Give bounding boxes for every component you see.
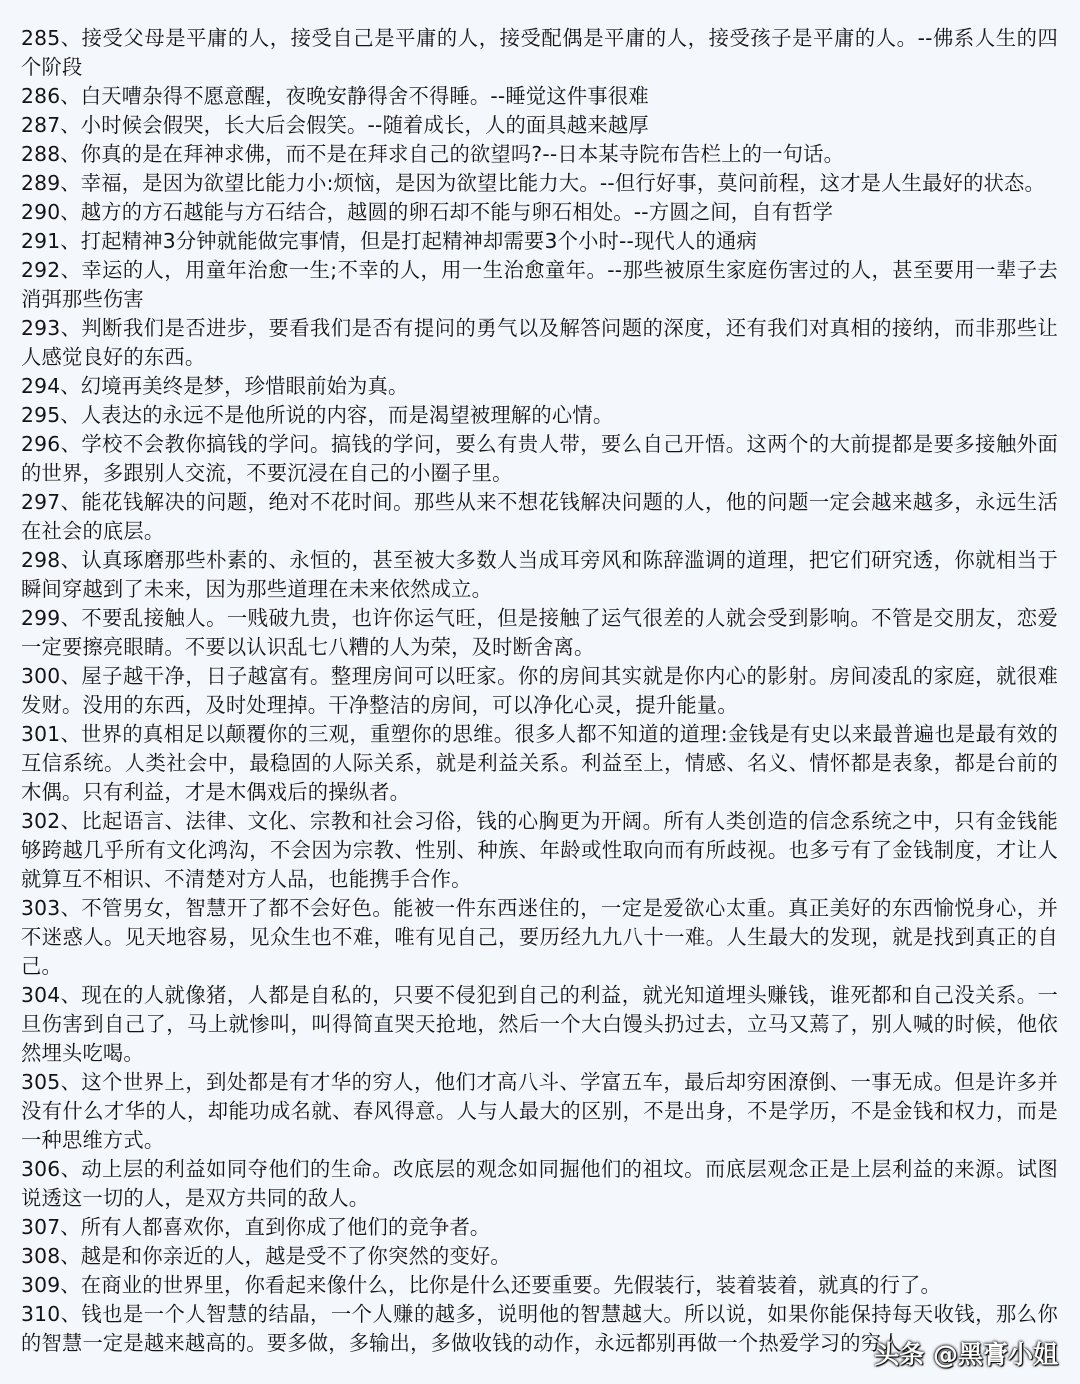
quote-293: 293、判断我们是否进步，要看我们是否有提问的勇气以及解答问题的深度，还有我们对真相的接纳，而非那些让人感觉良好的东西。 <box>21 316 1058 369</box>
quote-295: 295、人表达的永远不是他所说的内容，而是渴望被理解的心情。 <box>21 403 614 427</box>
quote-291: 291、打起精神3分钟就能做完事情，但是打起精神却需要3个小时--现代人的通病 <box>21 229 757 253</box>
quote-308: 308、越是和你亲近的人，越是受不了你突然的变好。 <box>21 1244 511 1268</box>
quote-307: 307、所有人都喜欢你，直到你成了他们的竞争者。 <box>21 1215 491 1239</box>
quote-303: 303、不管男女，智慧开了都不会好色。能被一件东西迷住的，一定是爱欲心太重。真正美好的东西愉悦身心，并不迷惑人。见天地容易，见众生也不难，唯有见自己，要历经九九八十一难。人生最大的发现，就是找到真正的自己。 <box>21 896 1058 978</box>
quote-304: 304、现在的人就像猪，人都是自私的，只要不侵犯到自己的利益，就光知道埋头赚钱，谁死都和自己没关系。一旦伤害到自己了，马上就惨叫，叫得简直哭天抢地，然后一个大白馒头扔过去，立马又蔫了，别人喊的时候，他依然埋头吃喝。 <box>21 983 1058 1065</box>
quote-306: 306、动上层的利益如同夺他们的生命。改底层的观念如同掘他们的祖坟。而底层观念正是上层利益的来源。试图说透这一切的人，是双方共同的敌人。 <box>21 1157 1058 1210</box>
quote-309: 309、在商业的世界里，你看起来像什么，比你是什么还要重要。先假装行，装着装着，就真的行了。 <box>21 1273 942 1297</box>
quote-302: 302、比起语言、法律、文化、宗教和社会习俗，钱的心胸更为开阔。所有人类创造的信念系统之中，只有金钱能够跨越几乎所有文化鸿沟，不会因为宗教、性别、种族、年龄或性取向而有所歧视。也多亏有了金钱制度，才让人就算互不相识、不清楚对方人品，也能携手合作。 <box>21 809 1058 891</box>
quote-300: 300、屋子越干净，日子越富有。整理房间可以旺家。你的房间其实就是你内心的影射。房间凌乱的家庭，就很难发财。没用的东西，及时处理掉。干净整洁的房间，可以净化心灵，提升能量。 <box>21 664 1058 717</box>
quote-298: 298、认真琢磨那些朴素的、永恒的，甚至被大多数人当成耳旁风和陈辞滥调的道理，把它们研究透，你就相当于瞬间穿越到了未来，因为那些道理在未来依然成立。 <box>21 548 1058 601</box>
quote-301: 301、世界的真相足以颠覆你的三观，重塑你的思维。很多人都不知道的道理:金钱是有史以来最普遍也是最有效的互信系统。人类社会中，最稳固的人际关系，就是利益关系。利益至上，情感、名义、情怀都是表象，都是台前的木偶。只有利益，才是木偶戏后的操纵者。 <box>21 722 1058 804</box>
quote-294: 294、幻境再美终是梦，珍惜眼前始为真。 <box>21 374 409 398</box>
quote-286: 286、白天嘈杂得不愿意醒，夜晚安静得舍不得睡。--睡觉这件事很难 <box>21 84 649 108</box>
quote-289: 289、幸福，是因为欲望比能力小:烦恼，是因为欲望比能力大。--但行好事，莫问前程，这才是人生最好的状态。 <box>21 171 1046 195</box>
quote-287: 287、小时候会假哭，长大后会假笑。--随着成长，人的面具越来越厚 <box>21 113 649 137</box>
quote-310: 310、钱也是一个人智慧的结晶，一个人赚的越多，说明他的智慧越大。所以说，如果你能保持每天收钱，那么你的智慧一定是越来越高的。要多做，多输出，多做收钱的动作，永远都别再做一个热爱学习的穷人。 <box>21 1302 1058 1355</box>
quote-299: 299、不要乱接触人。一贱破九贵，也许你运气旺，但是接触了运气很差的人就会受到影响。不管是交朋友，恋爱一定要擦亮眼睛。不要以认识乱七八糟的人为荣，及时断舍离。 <box>21 606 1058 659</box>
quote-288: 288、你真的是在拜神求佛，而不是在拜求自己的欲望吗?--日本某寺院布告栏上的一句话。 <box>21 142 845 166</box>
quote-296: 296、学校不会教你搞钱的学问。搞钱的学问，要么有贵人带，要么自己开悟。这两个的大前提都是要多接触外面的世界，多跟别人交流，不要沉浸在自己的小圈子里。 <box>21 432 1058 485</box>
quote-292: 292、幸运的人，用童年治愈一生;不幸的人，用一生治愈童年。--那些被原生家庭伤害过的人，甚至要用一辈子去消弭那些伤害 <box>21 258 1058 311</box>
quote-297: 297、能花钱解决的问题，绝对不花时间。那些从来不想花钱解决问题的人，他的问题一定会越来越多，永远生活在社会的底层。 <box>21 490 1058 543</box>
quote-290: 290、越方的方石越能与方石结合，越圆的卵石却不能与卵石相处。--方圆之间，自有哲学 <box>21 200 834 224</box>
quote-305: 305、这个世界上，到处都是有才华的穷人，他们才高八斗、学富五车，最后却穷困潦倒、一事无成。但是许多并没有什么才华的人，却能功成名就、春风得意。人与人最大的区别，不是出身，不是学历，不是金钱和权力，而是一种思维方式。 <box>21 1070 1058 1152</box>
quote-285: 285、接受父母是平庸的人，接受自己是平庸的人，接受配偶是平庸的人，接受孩子是平庸的人。--佛系人生的四个阶段 <box>21 26 1058 79</box>
watermark: 头条 @黑膏小姐 <box>874 1340 1058 1369</box>
